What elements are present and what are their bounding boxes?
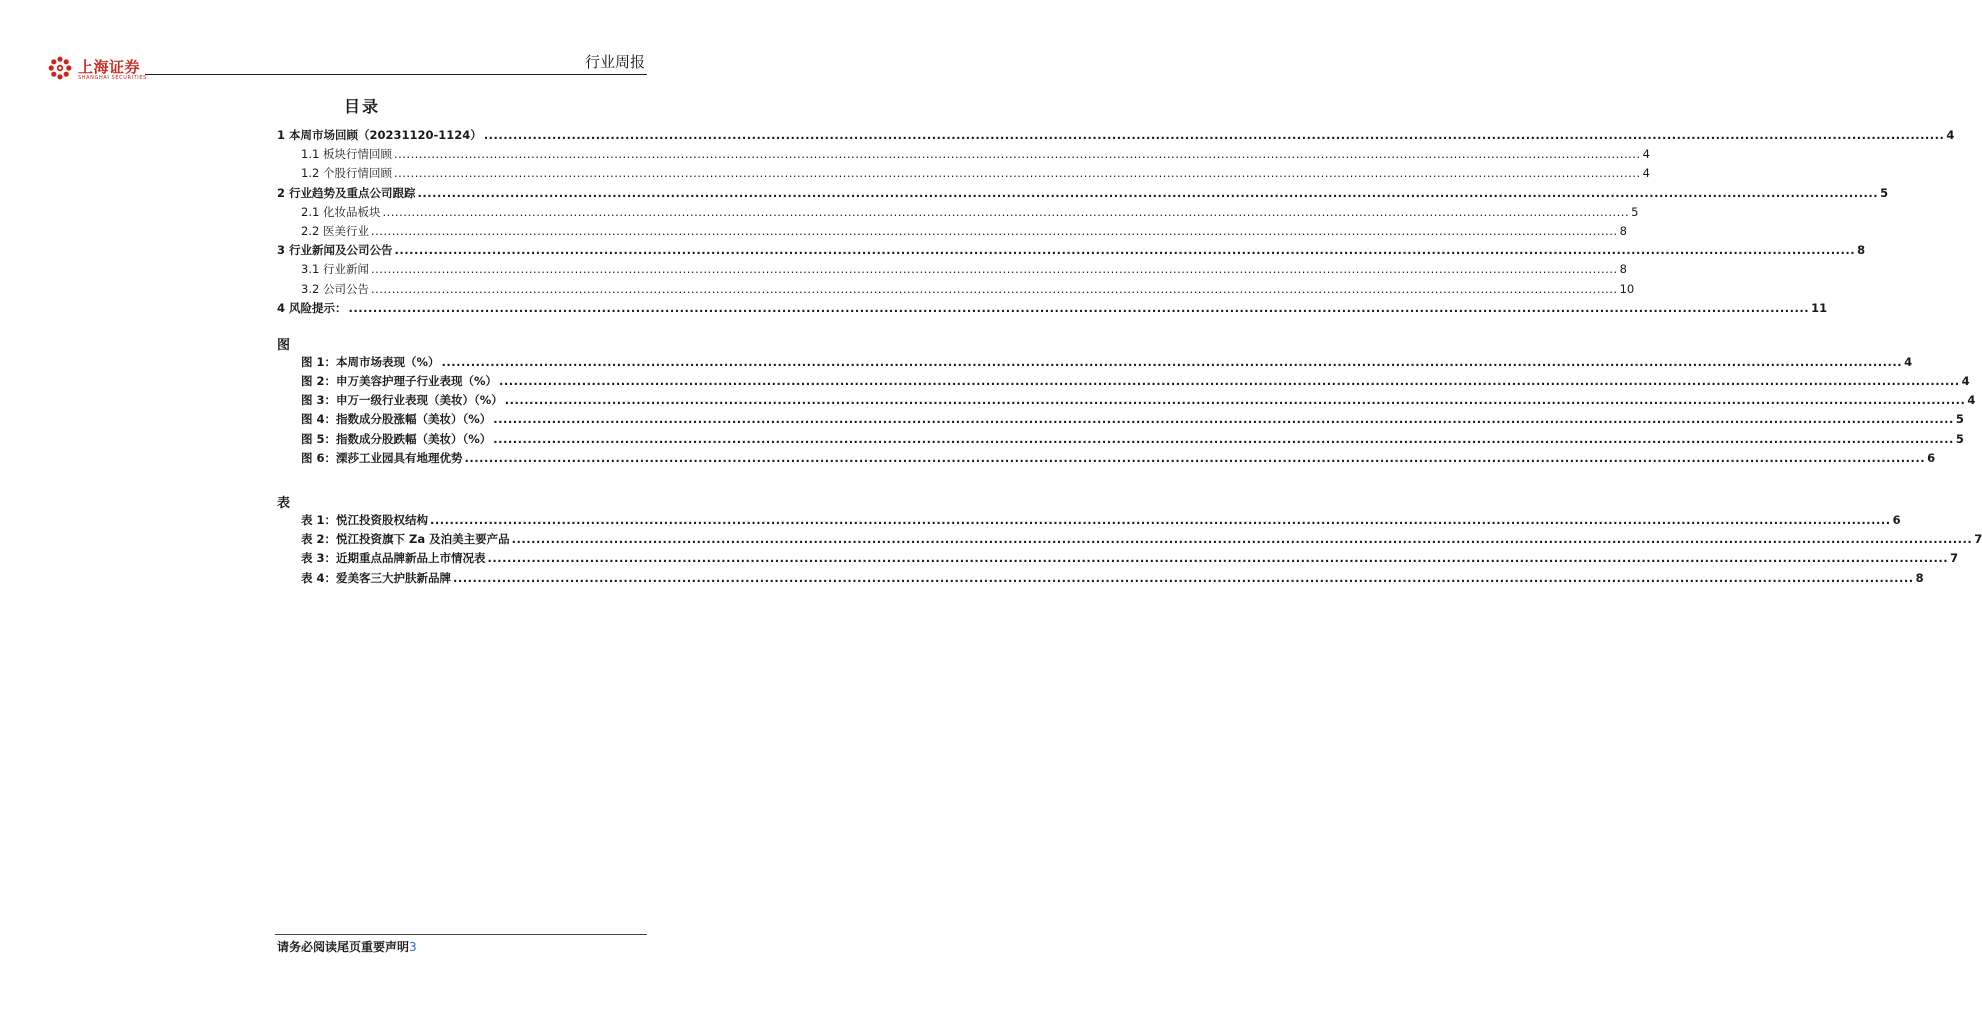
disclaimer-notice: 请务必阅读尾页重要声明 (277, 940, 410, 954)
figure-entry[interactable] (277, 373, 1970, 392)
entry-label: 1.1 板块行情回顾 (301, 147, 392, 162)
table-list (277, 512, 1982, 589)
entry-label: 3.1 行业新闻 (301, 262, 369, 277)
header-divider (145, 74, 647, 75)
dot-leader: ............................................................................................................................................................................................................................................................................................................ (370, 262, 1618, 277)
figure-entry[interactable] (277, 411, 1964, 430)
entry-page-number: 4 (1946, 128, 1955, 142)
table-entry[interactable] (277, 570, 1924, 589)
entry-label: 1.2 个股行情回顾 (301, 166, 392, 181)
table-entry[interactable] (277, 550, 1959, 569)
toc-section-entry[interactable] (277, 127, 1955, 146)
entry-page-number: 8 (1619, 262, 1627, 277)
figure-entry[interactable] (277, 354, 1913, 373)
entry-page-number: 6 (1892, 513, 1901, 527)
entry-label: 表 3：近期重点品牌新品上市情况表 (301, 551, 486, 566)
entry-label: 图 6：溧莎工业园具有地理优势 (301, 450, 463, 465)
entry-page-number: 4 (1642, 147, 1650, 162)
entry-page-number: 8 (1915, 570, 1924, 585)
dot-leader: ............................................................................................................................................................................................................................................................................................................ (441, 354, 1903, 369)
logo-emblem-icon (48, 56, 72, 80)
entry-page-number: 8 (1857, 243, 1866, 258)
logo-name-cn: 上海证券 (78, 58, 141, 76)
dot-leader: ............................................................................................................................................................................................................................................................................................................ (348, 300, 1810, 315)
entry-page-number: 8 (1619, 223, 1627, 238)
entry-page-number: 6 (1927, 450, 1936, 465)
footer-divider (275, 934, 647, 935)
dot-leader: ............................................................................................................................................................................................................................................................................................................ (430, 513, 1891, 527)
table-entry[interactable] (277, 531, 1982, 550)
entry-label: 2.2 医美行业 (301, 223, 369, 238)
toc-title: 目录 (343, 97, 380, 116)
toc-section-entry[interactable] (277, 300, 1828, 319)
entry-page-number: 4 (1642, 166, 1650, 181)
page-number: 3 (409, 940, 417, 954)
toc-section-entry[interactable] (277, 185, 1889, 204)
entry-page-number: 4 (1904, 354, 1913, 369)
figure-entry[interactable] (277, 431, 1964, 450)
tables-heading: 表 (277, 496, 291, 511)
entry-label: 图 1：本周市场表现（%） (301, 354, 440, 369)
entry-label: 表 1：悦江投资股权结构 (301, 513, 429, 527)
figure-list (277, 354, 1976, 469)
entry-page-number: 4 (1961, 374, 1970, 389)
dot-leader: ............................................................................................................................................................................................................................................................................................................ (493, 431, 1954, 446)
entry-label: 2.1 化妆品板块 (301, 204, 381, 219)
table-of-contents (277, 127, 1982, 589)
logo-name-en: SHANGHAI SECURITIES (78, 75, 147, 81)
entry-page-number: 7 (1974, 532, 1982, 547)
toc-subsection-entry[interactable] (277, 281, 1635, 300)
dot-leader: ............................................................................................................................................................................................................................................................................................................ (464, 450, 1926, 465)
dot-leader: ............................................................................................................................................................................................................................................................................................................ (393, 166, 1641, 181)
table-entry[interactable] (277, 512, 1901, 531)
toc-section-entry[interactable] (277, 242, 1866, 261)
entry-page-number: 7 (1950, 551, 1959, 566)
entry-label: 2 行业趋势及重点公司跟踪 (277, 185, 416, 200)
figure-entry[interactable] (277, 450, 1936, 469)
entry-label: 1 本周市场回顾（20231120-1124） (277, 128, 482, 142)
company-logo (48, 56, 148, 84)
dot-leader: ............................................................................................................................................................................................................................................................................................................ (483, 128, 1945, 142)
dot-leader: ............................................................................................................................................................................................................................................................................................................ (493, 412, 1954, 427)
entry-label: 图 3：申万一级行业表现（美妆）（%） (301, 393, 503, 408)
entry-label: 表 4：爱美客三大护肤新品牌 (301, 570, 452, 585)
dot-leader: ............................................................................................................................................................................................................................................................................................................ (417, 185, 1879, 200)
figure-entry[interactable] (277, 392, 1976, 411)
dot-leader: ............................................................................................................................................................................................................................................................................................................ (394, 243, 1856, 258)
toc-subsection-entry[interactable] (277, 146, 1650, 165)
entry-label: 图 2：申万美容护理子行业表现（%） (301, 374, 498, 389)
dot-leader: ............................................................................................................................................................................................................................................................................................................ (499, 374, 1960, 389)
dot-leader: ............................................................................................................................................................................................................................................................................................................ (370, 223, 1618, 238)
dot-leader: ............................................................................................................................................................................................................................................................................................................ (453, 570, 1914, 585)
dot-leader: ............................................................................................................................................................................................................................................................................................................ (370, 281, 1618, 296)
entry-page-number: 5 (1631, 204, 1639, 219)
dot-leader: ............................................................................................................................................................................................................................................................................................................ (504, 393, 1966, 408)
dot-leader: ............................................................................................................................................................................................................................................................................................................ (393, 147, 1641, 162)
entry-label: 3.2 公司公告 (301, 281, 369, 296)
toc-subsection-entry[interactable] (277, 165, 1650, 184)
entry-page-number: 11 (1811, 300, 1828, 315)
dot-leader: ............................................................................................................................................................................................................................................................................................................ (487, 551, 1949, 566)
toc-subsection-entry[interactable] (277, 261, 1627, 280)
entry-page-number: 5 (1880, 185, 1889, 200)
entry-label: 表 2：悦江投资旗下 Za 及泊美主要产品 (301, 532, 510, 547)
entry-label: 4 风险提示： (277, 300, 347, 315)
entry-page-number: 5 (1955, 412, 1964, 427)
entry-page-number: 5 (1955, 431, 1964, 446)
toc-subsection-entry[interactable] (277, 204, 1639, 223)
toc-sections (277, 127, 1955, 319)
figures-heading: 图 (277, 337, 291, 353)
document-type: 行业周报 (584, 53, 645, 71)
dot-leader: ............................................................................................................................................................................................................................................................................................................ (382, 204, 1630, 219)
entry-label: 图 5：指数成分股跌幅（美妆）（%） (301, 431, 492, 446)
entry-label: 3 行业新闻及公司公告 (277, 243, 393, 258)
entry-page-number: 4 (1967, 393, 1976, 408)
entry-label: 图 4：指数成分股涨幅（美妆）（%） (301, 412, 492, 427)
toc-subsection-entry[interactable] (277, 223, 1627, 242)
entry-page-number: 10 (1619, 281, 1635, 296)
page-footer (277, 938, 417, 955)
dot-leader: ............................................................................................................................................................................................................................................................................................................ (511, 532, 1973, 547)
